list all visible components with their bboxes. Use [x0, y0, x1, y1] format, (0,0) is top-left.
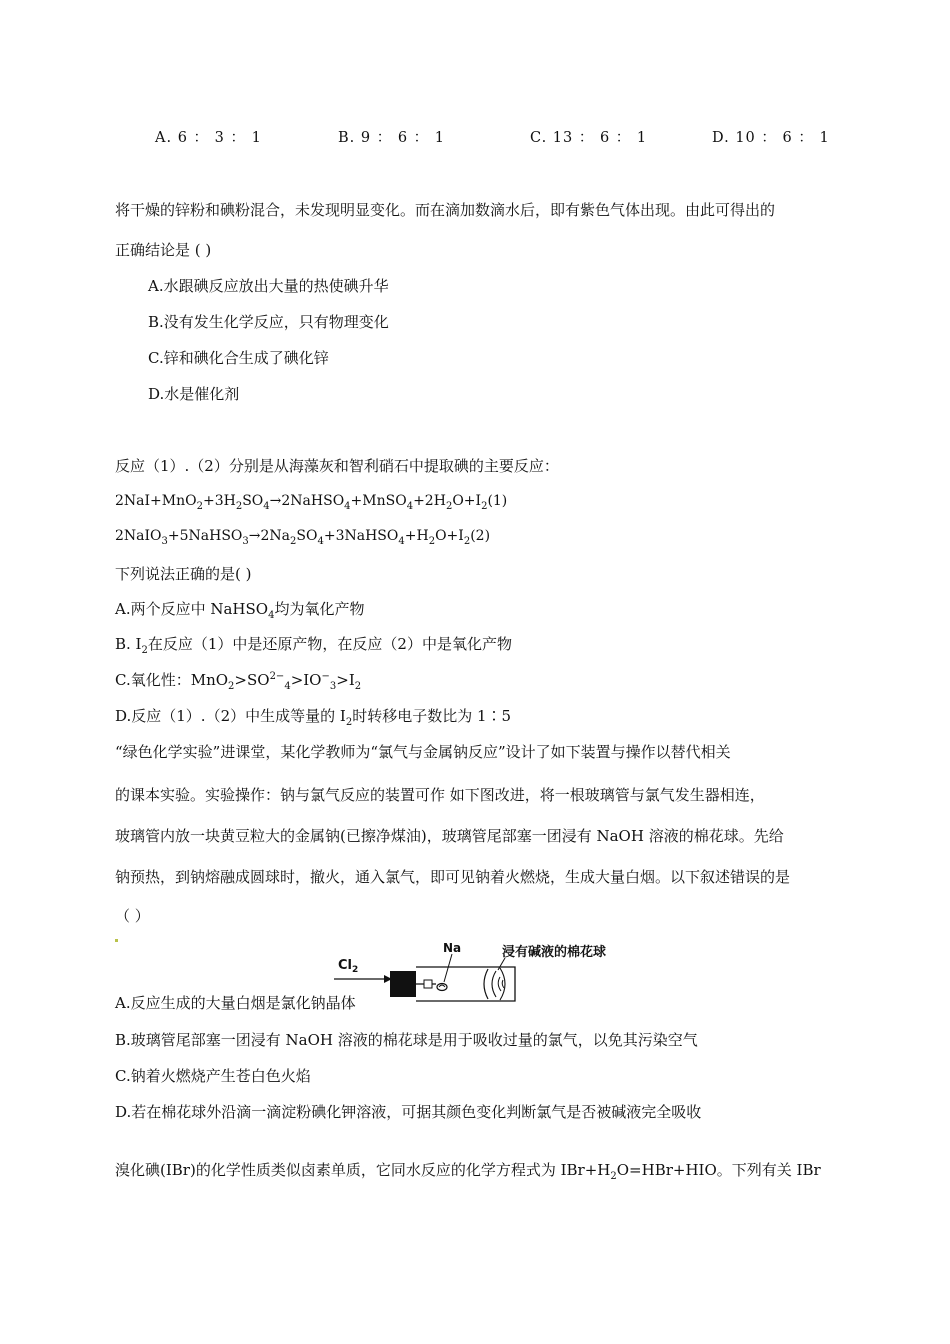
zinc-option-a: A.水跟碘反应放出大量的热使碘升华 [148, 277, 389, 295]
zinc-option-d: D.水是催化剂 [148, 385, 240, 403]
cotton-ball-inner [492, 971, 496, 997]
rubber-stopper [390, 971, 416, 997]
stray-mark [115, 939, 118, 942]
option-c: C. 13 ： 6 ： 1 [530, 130, 648, 146]
cotton-ball-label: 浸有碱液的棉花球 [502, 945, 607, 960]
equation-2: $2NaIO_3+5NaHSO_3\to 2Na_2SO_4+3NaHSO_4+H_2O+I_2(2)$ [115, 528, 491, 547]
iodine-question-ask: 下列说法正确的是( ) [115, 565, 252, 583]
equation-1: $2NaI+MnO_2+3H_2SO_4\to 2NaHSO_4+MnSO_4+2H_2O+I_2(1)$ [115, 493, 508, 512]
sodium-option-a: A.反应生成的大量白烟是氯化钠晶体 [115, 994, 356, 1012]
iodine-option-c: C.氧化性：$MnO_2>SO^{2-}_4>IO^-_3>I_2$ [115, 671, 362, 692]
iodine-option-d: D.反应（1）.（2）中生成等量的 $I_2$时转移电子数比为 1∶5 [115, 707, 512, 728]
ibr-question-line1: 溴化碘(IBr)的化学性质类似卤素单质，它同水反应的化学方程式为 $IBr+H_2O=HBr+HIO$。下列有关 IBr [115, 1161, 821, 1182]
apparatus-diagram [330, 940, 640, 1004]
sodium-shading [439, 985, 445, 987]
zinc-option-b: B.没有发生化学反应，只有物理变化 [148, 313, 389, 331]
cotton-ball-left [484, 969, 488, 999]
option-b: B. 9 ： 6 ： 1 [338, 130, 445, 146]
zinc-option-c: C.锌和碘化合生成了碘化锌 [148, 349, 329, 367]
sodium-label: Na [443, 941, 462, 955]
sodium-question-line5: （ ） [115, 907, 150, 925]
sodium-question-line1: “绿色化学实验”进课堂，某化学教师为“氯气与金属钠反应”设计了如下装置与操作以替代相关 [115, 743, 731, 761]
sodium-question-line3: 玻璃管内放一块黄豆粒大的金属钠(已擦净煤油)，玻璃管尾部塞一团浸有 NaOH 溶液的棉花球。先给 [115, 827, 784, 845]
previous-question-options [0, 126, 950, 146]
iodine-question-stem: 反应（1）.（2）分别是从海藻灰和智利硝石中提取碘的主要反应： [115, 457, 559, 475]
zinc-question-stem-line2: 正确结论是 ( ) [115, 241, 212, 259]
option-d: D. 10 ： 6 ： 1 [712, 130, 830, 146]
iodine-option-a: A.两个反应中 NaHSO$_4$均为氧化产物 [115, 600, 365, 621]
chlorine-label: $Cl_2$ [338, 958, 359, 975]
sodium-question-line4: 钠预热，到钠熔融成圆球时，撤火，通入氯气，即可见钠着火燃烧，生成大量白烟。以下叙述错误的是 [115, 868, 791, 886]
iodine-option-b: B. $I_2$在反应（1）中是还原产物，在反应（2）中是氧化产物 [115, 635, 512, 656]
option-a: A. 6 ： 3 ： 1 [155, 130, 262, 146]
cotton-ball-swirl [498, 977, 504, 991]
tube-fitting [424, 980, 432, 988]
sodium-piece [437, 984, 447, 991]
sodium-option-d: D.若在棉花球外沿滴一滴淀粉碘化钾溶液，可据其颜色变化判断氯气是否被碱液完全吸收 [115, 1103, 702, 1121]
sodium-option-c: C.钠着火燃烧产生苍白色火焰 [115, 1067, 311, 1085]
sodium-option-b: B.玻璃管尾部塞一团浸有 NaOH 溶液的棉花球是用于吸收过量的氯气，以免其污染空气 [115, 1031, 698, 1049]
sodium-question-line2: 的课本实验。实验操作：钠与氯气反应的装置可作 如下图改进，将一根玻璃管与氯气发生器相连， [115, 786, 765, 804]
sodium-pointer [444, 954, 452, 982]
zinc-question-stem-line1: 将干燥的锌粉和碘粉混合，未发现明显变化。而在滴加数滴水后，即有紫色气体出现。由此可得出的 [115, 201, 776, 219]
